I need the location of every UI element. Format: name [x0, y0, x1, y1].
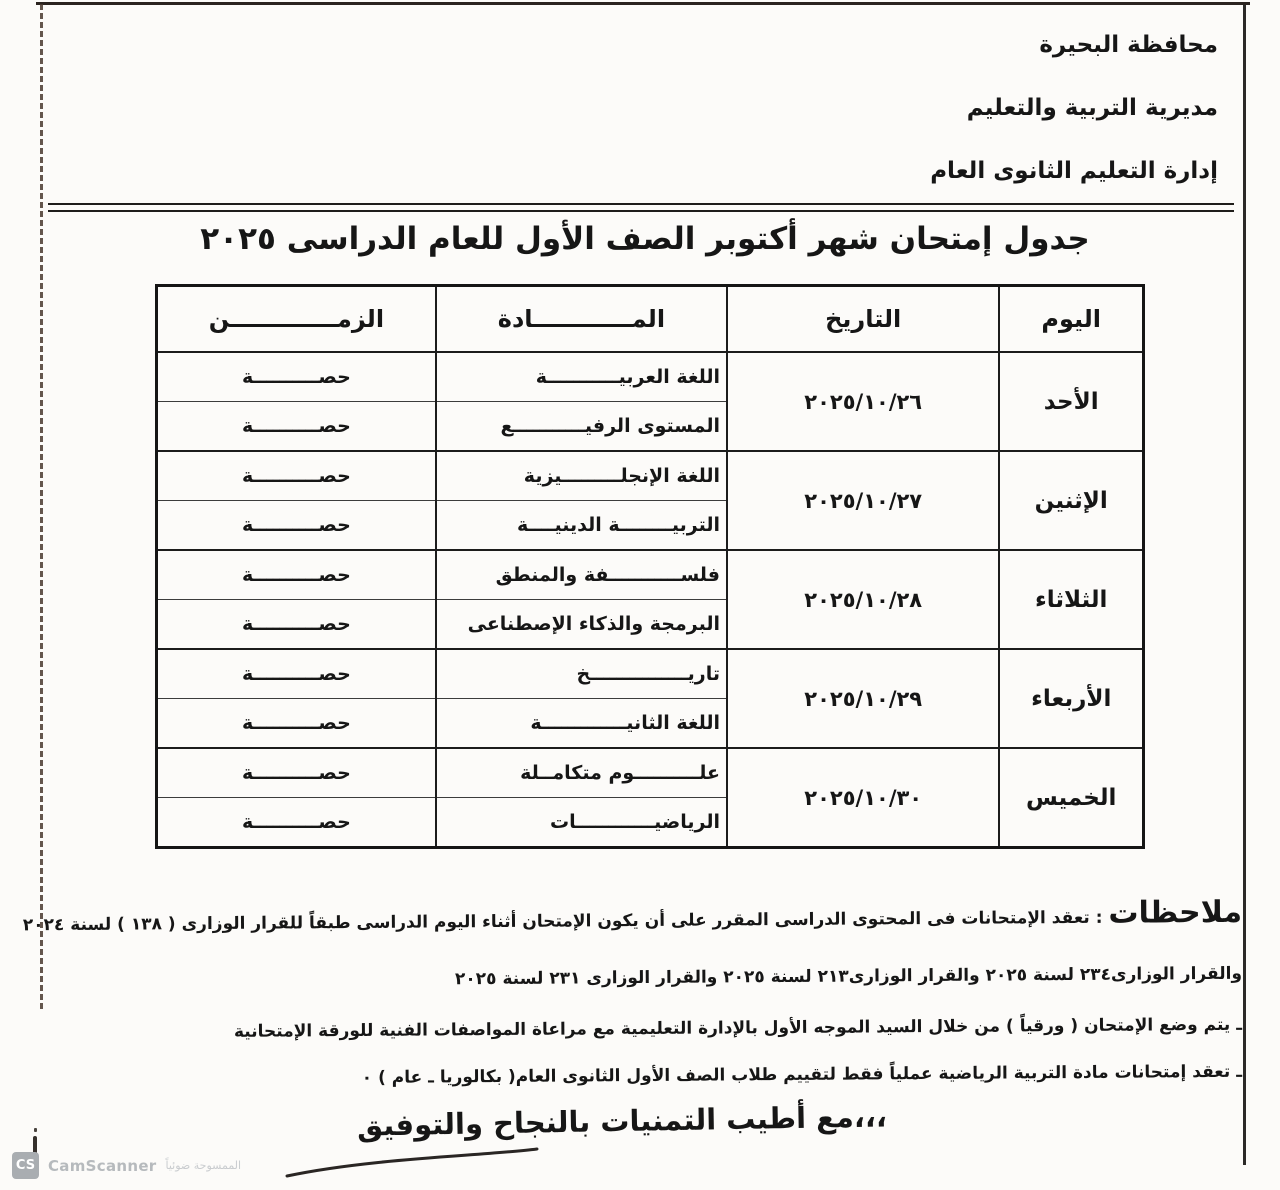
subject-cell: اللغة الثانيـــــــــــــة — [436, 699, 727, 749]
letterhead-administration: إدارة التعليم الثانوى العام — [930, 158, 1218, 184]
subject-cell: اللغة العربيـــــــــــة — [436, 352, 727, 402]
scan-border-right — [1243, 5, 1246, 1165]
subject-cell: فلســـــــــــفة والمنطق — [436, 550, 727, 600]
time-cell: حصــــــــــة — [157, 600, 436, 650]
day-cell: الأحد — [999, 352, 1143, 451]
date-cell — [727, 352, 999, 451]
table-row — [157, 352, 1144, 402]
camscanner-arabic-label: الممسوحة ضوئياً — [165, 1159, 242, 1172]
date-cell — [727, 451, 999, 550]
date-value: ٢٠٢٥/١٠/٣٠ — [804, 785, 923, 810]
day-cell: الخميس — [999, 748, 1143, 848]
subject-cell: اللغة الإنجلـــــــــيزية — [436, 451, 727, 501]
time-cell: حصــــــــــة — [157, 402, 436, 452]
letterhead-governorate: محافظة البحيرة — [1039, 32, 1218, 58]
date-value: ٢٠٢٥/١٠/٢٦ — [804, 389, 923, 414]
notes-line-1 — [22, 894, 1243, 938]
col-header-subject: المــــــــــــادة — [436, 286, 727, 353]
subject-cell: المستوى الرفيـــــــــــع — [436, 402, 727, 452]
letterhead — [930, 32, 1218, 184]
pen-mark-dot — [34, 1128, 37, 1132]
camscanner-label: CamScanner — [48, 1156, 157, 1175]
subject-cell: علــــــــــوم متكامــلة — [436, 748, 727, 798]
col-header-day: اليوم — [999, 286, 1143, 353]
date-cell — [727, 550, 999, 649]
closing-wishes: مع أطيب التمنيات بالنجاح والتوفيق،،، — [356, 1099, 888, 1143]
time-cell: حصــــــــــة — [157, 352, 436, 402]
date-cell — [727, 649, 999, 748]
time-cell: حصــــــــــة — [157, 451, 436, 501]
notes-line-3: ـ يتم وضع الإمتحان ( ورقياً ) من خلال السيد الموجه الأول بالإدارة التعليمية مع مراعاة المواصفات الفنية للورقة الإمتحانية — [233, 1014, 1243, 1042]
day-cell: الإثنين — [999, 451, 1143, 550]
scan-border-top — [36, 2, 1250, 5]
date-value: ٢٠٢٥/١٠/٢٧ — [804, 488, 923, 513]
subject-cell: البرمجة والذكاء الإصطناعى — [436, 600, 727, 650]
time-cell: حصــــــــــة — [157, 501, 436, 551]
day-cell: الأربعاء — [999, 649, 1143, 748]
camscanner-icon: CS — [12, 1152, 39, 1179]
letterhead-directorate: مديرية التربية والتعليم — [966, 95, 1218, 121]
table-header-row — [157, 286, 1144, 353]
time-cell: حصــــــــــة — [157, 649, 436, 699]
table-row — [157, 550, 1144, 600]
notes-line-4: ـ تعقد إمتحانات مادة التربية الرياضية عملياً فقط لتقييم طلاب الصف الأول الثانوى العام( بكالوريا ـ عام ) ٠ — [361, 1061, 1243, 1088]
time-cell: حصــــــــــة — [157, 699, 436, 749]
date-value: ٢٠٢٥/١٠/٢٩ — [804, 686, 923, 711]
notes-line-2: والقرار الوزارى٢٣٤ لسنة ٢٠٢٥ والقرار الوزارى٢١٣ لسنة ٢٠٢٥ والقرار الوزارى ٢٣١ لسنة ٢٠٢٥ — [454, 963, 1243, 990]
notes-heading: ملاحظات — [1108, 894, 1243, 931]
subject-cell: التربيــــــــة الدينيــــة — [436, 501, 727, 551]
date-cell — [727, 748, 999, 848]
time-cell: حصــــــــــة — [157, 748, 436, 798]
time-cell: حصــــــــــة — [157, 798, 436, 848]
table-row — [157, 748, 1144, 798]
day-cell: الثلاثاء — [999, 550, 1143, 649]
scan-border-left — [40, 4, 43, 1009]
notes-line-1-text: : تعقد الإمتحانات فى المحتوى الدراسى المقرر على أن يكون الإمتحان أثناء اليوم الدراسى طبقاً للقرار الوزارى ( ١٣٨ ) لسنة ٢٠٢٤ — [22, 907, 1103, 936]
date-value: ٢٠٢٥/١٠/٢٨ — [804, 587, 923, 612]
signature-flourish — [282, 1146, 542, 1182]
subject-cell: الرياضيــــــــــــات — [436, 798, 727, 848]
table-row — [157, 649, 1144, 699]
time-cell: حصــــــــــة — [157, 550, 436, 600]
col-header-time: الزمـــــــــــــن — [157, 286, 436, 353]
page-title: جدول إمتحان شهر أكتوبر الصف الأول للعام الدراسى ٢٠٢٥ — [200, 221, 1090, 257]
camscanner-watermark — [12, 1152, 241, 1179]
subject-cell: تاريـــــــــــــــخ — [436, 649, 727, 699]
col-header-date: التاريخ — [727, 286, 999, 353]
exam-schedule-table — [155, 284, 1145, 849]
exam-schedule-table-wrap — [155, 284, 1145, 849]
header-divider-rule — [48, 203, 1234, 212]
table-row — [157, 451, 1144, 501]
